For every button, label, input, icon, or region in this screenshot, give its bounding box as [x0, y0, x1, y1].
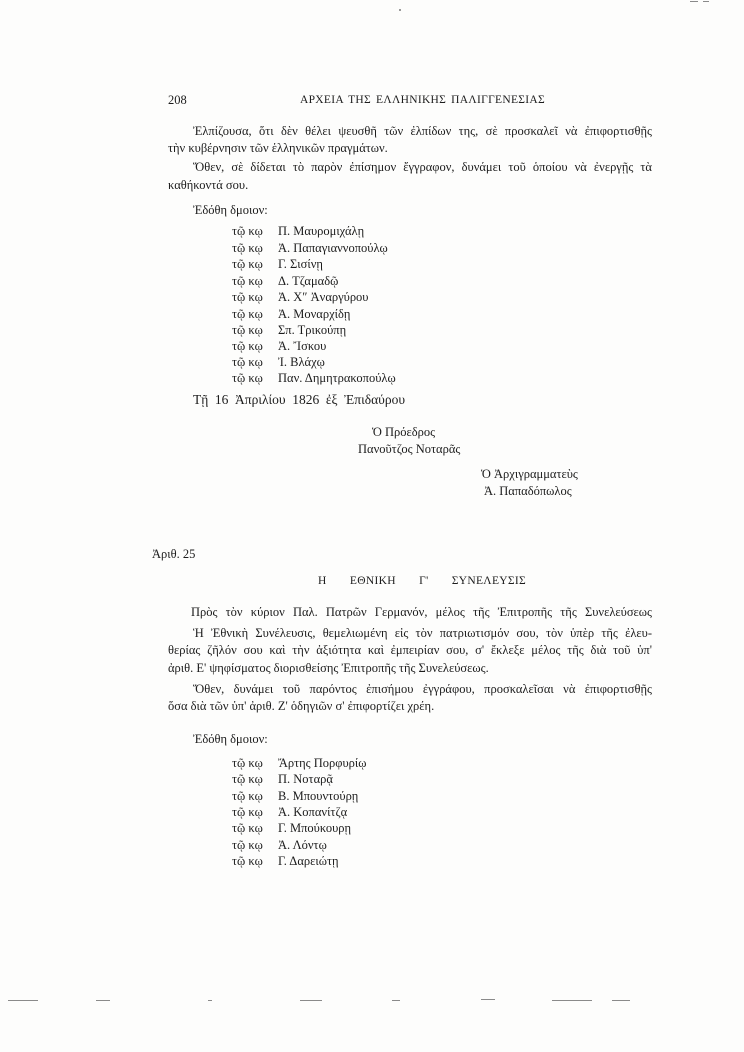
recipient-name: Γ. Σισίνῃ	[278, 257, 323, 271]
doc2-paragraph2-line: Ὅθεν, δυνάμει τοῦ παρόντος ἐπισήμου ἐγγράφου, προσκαλεῖσαι νὰ ἐπιφορτισθῇς	[193, 682, 652, 696]
scan-artifact	[8, 1000, 38, 1001]
scan-artifact	[392, 1000, 400, 1001]
doc1-paragraph1-line: τὴν κυβέρνησιν τῶν ἑλληνικῶν πραγμάτων.	[168, 141, 388, 155]
recipient-name: Ἀ. Λόντῳ	[278, 838, 327, 852]
document-number: Ἀριθ. 25	[152, 547, 196, 561]
recipient-name: Δ. Τζαμαδῷ	[278, 274, 339, 288]
recipient-prefix: τῷ κῳ	[232, 257, 263, 271]
recipient-row	[232, 338, 326, 354]
scan-artifact	[399, 9, 401, 11]
recipient-name: Ἄρτης Πορφυρίῳ	[278, 756, 367, 770]
scan-artifact	[690, 1, 698, 2]
recipient-row	[232, 804, 347, 820]
recipient-row	[232, 788, 358, 804]
recipient-name: Ἀ. Μοναρχίδῃ	[278, 307, 351, 321]
doc1-given-label: Ἐδόθη δμοιον:	[193, 203, 268, 217]
recipient-row	[232, 223, 364, 239]
scan-artifact	[208, 1000, 212, 1001]
recipient-row	[232, 837, 327, 853]
recipient-name: Ἀ. Ἴσκου	[278, 339, 327, 353]
recipient-row	[232, 240, 388, 256]
recipient-prefix: τῷ κῳ	[232, 789, 263, 803]
recipient-prefix: τῷ κῳ	[232, 355, 263, 369]
recipient-prefix: τῷ κῳ	[232, 805, 263, 819]
secretary-name: Ἀ. Παπαδόπωλος	[484, 484, 572, 498]
recipient-prefix: τῷ κῳ	[232, 772, 263, 786]
addressee-line: Πρὸς τὸν κύριον Παλ. Πατρῶν Γερμανόν, μέλος τῆς Ἐπιτροπῆς τῆς Συνελεύσεως	[191, 605, 652, 619]
recipient-prefix: τῷ κῳ	[232, 756, 263, 770]
recipient-name: Ἀ. Παπαγιαννοπούλῳ	[278, 241, 388, 255]
recipient-prefix: τῷ κῳ	[232, 838, 263, 852]
doc1-paragraph2-line: Ὅθεν, σὲ δίδεται τὸ παρὸν ἐπίσημον ἔγγραφον, δυνάμει τοῦ ὁποίου νὰ ἐνεργῇς τὰ	[193, 160, 652, 174]
document-heading: Η ΕΘΝΙΚΗ Γ' ΣΥΝΕΛΕΥΣΙΣ	[318, 575, 526, 587]
recipient-row	[232, 853, 339, 869]
recipient-row	[232, 273, 338, 289]
scan-artifact	[703, 1, 709, 2]
recipient-prefix: τῷ κῳ	[232, 854, 263, 868]
recipient-row	[232, 354, 325, 370]
recipient-name: Γ. Μπούκουρῃ	[278, 821, 352, 835]
doc1-paragraph1-line: Ἐλπίζουσα, ὅτι δὲν θέλει ψευσθῆ τῶν ἐλπίδων της, σὲ προσκαλεῖ νὰ ἐπιφορτισθῇς	[193, 124, 652, 138]
recipient-name: Παν. Δημητρακοπούλῳ	[278, 371, 396, 385]
recipient-prefix: τῷ κῳ	[232, 371, 263, 385]
recipient-name: Π. Μαυρομιχάλῃ	[278, 224, 365, 238]
recipient-row	[232, 256, 323, 272]
recipient-name: Ἰ. Βλάχῳ	[278, 355, 325, 369]
recipient-row	[232, 322, 346, 338]
scan-artifact	[481, 999, 495, 1000]
recipient-prefix: τῷ κῳ	[232, 339, 263, 353]
scan-artifact	[96, 1000, 110, 1001]
recipient-row	[232, 820, 351, 836]
recipient-name: Π. Νοταρᾷ	[278, 772, 333, 786]
recipient-name: Ἀ. Χ″ Ἀναργύρου	[278, 290, 369, 304]
recipient-prefix: τῷ κῳ	[232, 307, 263, 321]
date-line: Τῇ 16 Ἀπριλίου 1826 ἐξ Ἐπιδαύρου	[193, 392, 405, 407]
doc1-paragraph2-line: καθήκοντά σου.	[168, 178, 249, 192]
scan-artifact	[552, 1000, 592, 1001]
recipient-name: Ἀ. Κοπανίτζᾳ	[278, 805, 348, 819]
page-number: 208	[168, 93, 187, 107]
recipient-row	[232, 306, 350, 322]
doc2-paragraph1-line: Ἡ Ἐθνικὴ Συνέλευσις, θεμελιωμένη εἰς τὸν πατριωτισμόν σου, τὸν ὑπὲρ τῆς ἐλευ-	[193, 626, 652, 640]
doc2-paragraph1-line: ἀριθ. Ε' ψηφίσματος διορισθείσης Ἐπιτροπῆς τῆς Συνελεύσεως.	[168, 661, 489, 675]
president-name: Πανοῦτζος Νοταρᾶς	[358, 442, 461, 456]
recipient-prefix: τῷ κῳ	[232, 290, 263, 304]
scan-artifact	[300, 1000, 322, 1001]
recipient-prefix: τῷ κῳ	[232, 241, 263, 255]
scan-artifact	[612, 1000, 630, 1001]
recipient-prefix: τῷ κῳ	[232, 821, 263, 835]
recipient-name: Σπ. Τρικούπῃ	[278, 323, 347, 337]
recipient-prefix: τῷ κῳ	[232, 323, 263, 337]
recipient-row	[232, 289, 369, 305]
recipient-row	[232, 370, 396, 386]
recipient-name: Γ. Δαρειώτῃ	[278, 854, 339, 868]
president-title: Ὁ Πρόεδρος	[372, 425, 436, 439]
recipient-row	[232, 771, 333, 787]
recipient-name: Β. Μπουντούρῃ	[278, 789, 359, 803]
doc2-given-label: Ἐδόθη δμοιον:	[193, 732, 268, 746]
doc2-paragraph1-line: θερίας ζῆλόν σου καὶ τὴν ἀξιότητα καὶ ἐμπειρίαν σου, σ' ἔκλεξε μέλος τῆς διὰ τοῦ ὑπ'	[168, 643, 652, 657]
recipient-prefix: τῷ κῳ	[232, 224, 263, 238]
recipient-prefix: τῷ κῳ	[232, 274, 263, 288]
doc2-paragraph2-line: ὅσα διὰ τῶν ὑπ' ἀριθ. Ζ' ὁδηγιῶν σ' ἐπιφορτίζει χρέη.	[168, 699, 435, 713]
recipient-row	[232, 755, 367, 771]
secretary-title: Ὁ Ἀρχιγραμματεὺς	[481, 467, 578, 481]
running-title: ΑΡΧΕΙΑ ΤΗΣ ΕΛΛΗΝΙΚΗΣ ΠΑΛΙΓΓΕΝΕΣΙΑΣ	[300, 94, 545, 106]
